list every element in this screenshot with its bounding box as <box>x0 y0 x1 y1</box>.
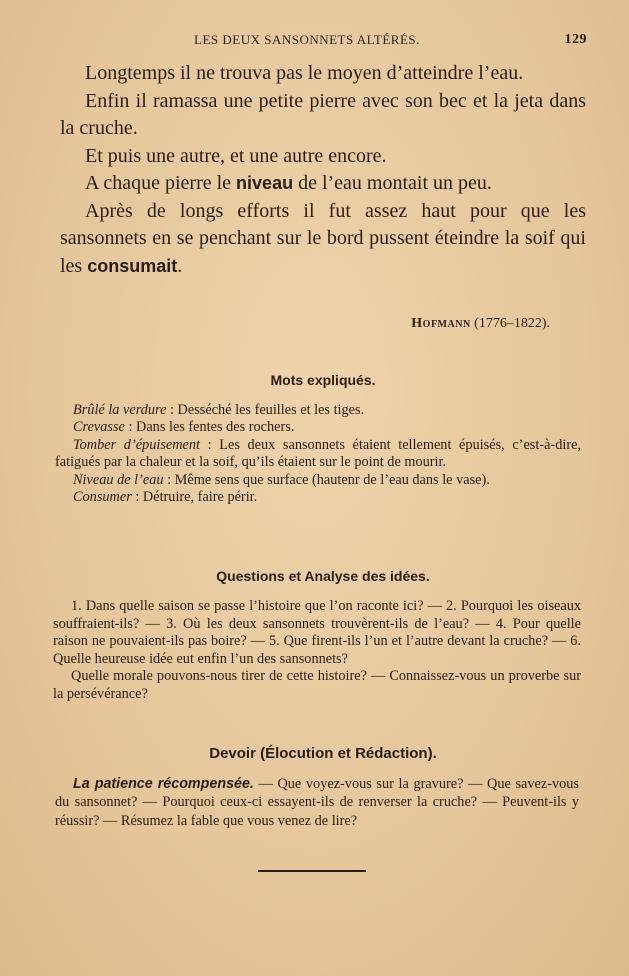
vocab-word: consumait <box>87 255 178 276</box>
story-text <box>60 60 586 280</box>
definition-entry: Crevasse : Dans les fentes des rochers. <box>73 419 295 436</box>
page-number: 129 <box>564 32 587 47</box>
running-head-title: LES DEUX SANSONNETS ALTÉRÉS. <box>194 32 420 47</box>
definition-entry: Tomber d’épuisement : Les deux sansonnets étaient tellement épuisés, c’est-à-dire, fatigués par la chaleur et la soif, qu’ils étaient sur le point de mourir. <box>55 436 581 471</box>
story-paragraph: Enfin il ramassa une petite pierre avec son bec et la jeta dans la cruche. <box>60 89 586 139</box>
attribution <box>60 316 550 332</box>
story-paragraph: Après de longs efforts il fut assez haut pour que les sansonnets en se penchant sur le bord pussent éteindre la soif qui les consumait. <box>60 199 586 277</box>
mots-expliques-list <box>55 402 581 506</box>
questions-list <box>53 598 581 704</box>
story-paragraph: A chaque pierre le niveau de l’eau montait un peu. <box>85 172 492 194</box>
definition-entry: Brûlé la verdure : Desséché les feuilles et les tiges. <box>73 402 365 418</box>
story-paragraph: Longtemps il ne trouva pas le moyen d’atteindre l’eau. <box>85 62 524 84</box>
section-divider <box>258 870 366 872</box>
devoir-text: La patience récompensée. — Que voyez-vous sur la gravure? — Que savez-vous du sansonnet? — Pourquoi ceux-ci essayent-ils de renverser la cruche? — Peuvent-ils y réussir? — Résumez la fable que vous venez de lire? <box>55 776 579 829</box>
questions-heading: Questions et Analyse des idées. <box>216 568 430 584</box>
mots-expliques-heading: Mots expliqués. <box>270 372 376 388</box>
definition-entry: Niveau de l’eau : Même sens que surface (hautenr de l’eau dans le vase). <box>73 471 490 488</box>
questions-paragraph: Quelle morale pouvons-nous tirer de cette histoire? — Connaissez-vous un proverbe sur la persévérance? <box>53 668 581 702</box>
running-head <box>60 32 589 52</box>
devoir-lead: La patience récompensée. <box>73 776 254 792</box>
questions-paragraph: 1. Dans quelle saison se passe l’histoire que l’on raconte ici? — 2. Pourquoi les oiseaux souffraient-ils? — 3. Où les deux sansonnets trouvèrent-ils de l’eau? — 4. Pour quelle raison ne pouvaient-ils pas boire? — 5. Que firent-ils l’un et l’autre devant la cruche? — 6. Quelle heureuse idée eut enfin l’un des sansonnets? <box>53 598 581 667</box>
vocab-word: niveau <box>236 173 294 193</box>
definition-entry: Consumer : Détruire, faire périr. <box>73 489 258 506</box>
author-dates: (1776–1822). <box>474 316 550 331</box>
story-paragraph: Et puis une autre, et une autre encore. <box>85 144 387 167</box>
devoir-heading: Devoir (Élocution et Rédaction). <box>209 745 437 762</box>
author-name: Hofmann <box>411 316 471 331</box>
